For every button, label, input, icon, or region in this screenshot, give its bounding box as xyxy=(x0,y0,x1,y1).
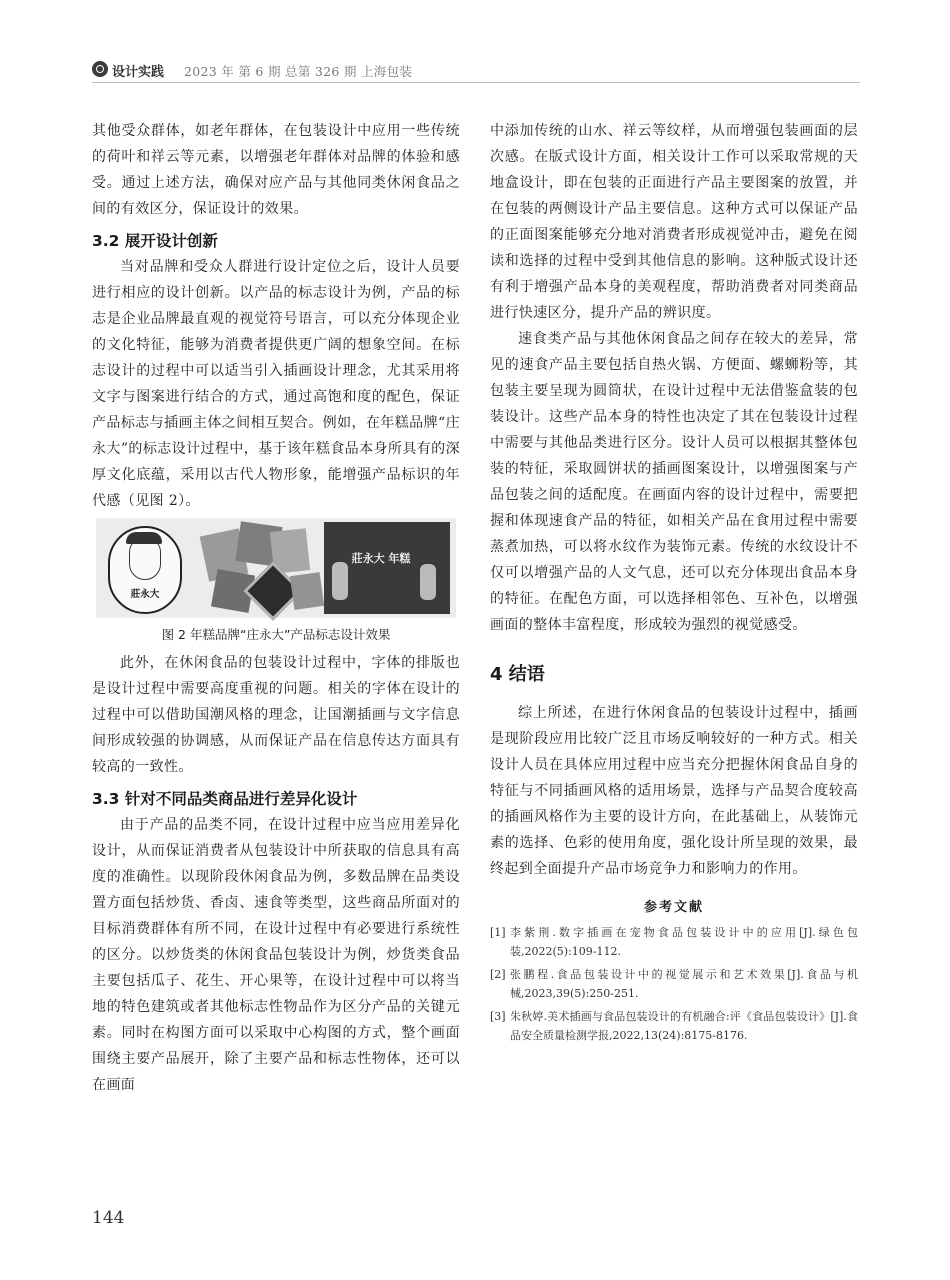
section-heading-4: 4 结语 xyxy=(490,664,545,685)
left-column xyxy=(92,118,460,1098)
reference-number: [3] xyxy=(490,1010,506,1023)
reference-number: [1] xyxy=(490,926,506,939)
figure-2-image xyxy=(96,518,456,618)
package-sample xyxy=(290,572,324,610)
gift-box xyxy=(324,522,450,614)
paragraph: 综上所述，在进行休闲食品的包装设计过程中，插画是现阶段应用比较广泛且市场反响较好的一种方式。相关设计人员在具体应用过程中应当充分把握休闲食品自身的特征与不同插画风格的适用场景，选择与产品契合度较高的插画风格作为主要的设计方向，在此基础上，从装饰元素的选择、色彩的使用角度，强化设计所呈现的效果，最终起到全面提升产品市场竞争力和影响力的作用。 xyxy=(490,705,858,877)
reference-number: [2] xyxy=(490,968,506,981)
brand-logo-badge xyxy=(108,526,182,614)
reference-item xyxy=(490,923,858,961)
section-heading-3-2: 3.2 展开设计创新 xyxy=(92,232,218,250)
gift-box-label: 莊永大 年糕 xyxy=(351,552,411,565)
box-figure-left xyxy=(332,562,348,600)
figure-face-shape xyxy=(129,538,161,580)
box-figure-right xyxy=(420,564,436,600)
paragraph: 此外，在休闲食品的包装设计过程中，字体的排版也是设计过程中需要高度重视的问题。相关的字体在设计的过程中可以借助国潮风格的理念，让国潮插画与文字信息间形成较强的协调感，从而保证产品在信息传达方面具有较高的一致性。 xyxy=(92,655,460,775)
paragraph: 当对品牌和受众人群进行设计定位之后，设计人员要进行相应的设计创新。以产品的标志设计为例，产品的标志是企业品牌最直观的视觉符号语言，可以充分体现企业的文化特征，能够为消费者提供更广阔的想象空间。在标志设计的过程中可以适当引入插画设计理念，尤其采用将文字与图案进行结合的方式，通过高饱和度的配色，保证产品标志与插画主体之间相互契合。例如，在年糕品牌“庄永大”的标志设计过程中，基于该年糕食品本身所具有的深厚文化底蕴，采用以古代人物形象，能增强产品标识的年代感（见图 2）。 xyxy=(92,259,460,509)
reference-text: 李紫荆.数字插画在宠物食品包装设计中的应用[J].绿色包装,2022(5):109-112. xyxy=(510,926,858,958)
journal-logo-icon xyxy=(92,61,108,77)
reference-text: 张鹏程.食品包装设计中的视觉展示和艺术效果[J].食品与机械,2023,39(5):250-251. xyxy=(510,968,858,1000)
right-column xyxy=(490,118,858,1049)
issue-info: 2023 年 第 6 期 总第 326 期 上海包装 xyxy=(184,64,413,79)
reference-item xyxy=(490,1007,858,1045)
references-title: 参考文献 xyxy=(643,900,704,915)
page-number: 144 xyxy=(92,1208,125,1228)
section-heading-3-3: 3.3 针对不同品类商品进行差异化设计 xyxy=(92,790,358,808)
section-label: 设计实践 xyxy=(112,65,165,80)
paragraph: 由于产品的品类不同，在设计过程中应当应用差异化设计，从而保证消费者从包装设计中所获取的信息具有高度的准确性。以现阶段休闲食品为例，多数品牌在品类设置方面包括炒货、香卤、速食等类型，这些商品所面对的目标消费群体有所不同，在设计过程中有必要进行系统性的区分。以炒货类的休闲食品包装设计为例，炒货类食品主要包括瓜子、花生、开心果等，在设计过程中可以将当地的特色建筑或者其他标志性物品作为区分产品的关键元素。同时在构图方面可以采取中心构图的方式，整个画面围绕主要产品展开，除了主要产品和标志性物体，还可以在画面 xyxy=(92,817,460,1093)
paragraph: 中添加传统的山水、祥云等纹样，从而增强包装画面的层次感。在版式设计方面，相关设计工作可以采取常规的天地盒设计，即在包装的正面进行产品主要图案的放置，并在包装的两侧设计产品主要信息。这种方式可以保证产品的正面图案能够充分地对消费者形成视觉冲击，避免在阅读和选择的过程中受到其他信息的影响。这种版式设计还有利于增强产品本身的美观程度，帮助消费者对同类商品进行快速区分，提升产品的辨识度。 xyxy=(490,123,858,321)
running-header xyxy=(92,60,860,83)
figure-caption: 图 2 年糕品牌“庄永大”产品标志设计效果 xyxy=(161,627,391,642)
paragraph: 其他受众群体，如老年群体，在包装设计中应用一些传统的荷叶和祥云等元素，以增强老年群体对品牌的体验和感受。通过上述方法，确保对应产品与其他同类休闲食品之间的有效区分，保证设计的效果。 xyxy=(92,123,460,217)
reference-item xyxy=(490,965,858,1003)
brand-logo-text: 莊永大 xyxy=(130,589,160,600)
paragraph: 速食类产品与其他休闲食品之间存在较大的差异，常见的速食产品主要包括自热火锅、方便面、螺蛳粉等，其包装主要呈现为圆筒状，在设计过程中无法借鉴盒装的包装设计。这些产品本身的特性也决定了其在包装设计过程中需要与其他品类进行区分。设计人员可以根据其整体包装的特征，采取圆饼状的插画图案设计，以增强图案与产品包装之间的适配度。在画面内容的设计过程中，需要把握和体现速食产品的特征，如相关产品在食用过程中需要蒸煮加热，可以将水纹作为装饰元素。传统的水纹设计不仅可以增强产品的人文气息，还可以充分体现出食品本身的特征。在配色方面，可以选择相邻色、互补色，以增强画面的整体丰富程度，形成较为强烈的视觉感受。 xyxy=(490,331,858,633)
reference-text: 朱秋婷.美术插画与食品包装设计的有机融合:评《食品包装设计》[J].食品安全质量检测学报,2022,13(24):8175-8176. xyxy=(510,1010,858,1042)
